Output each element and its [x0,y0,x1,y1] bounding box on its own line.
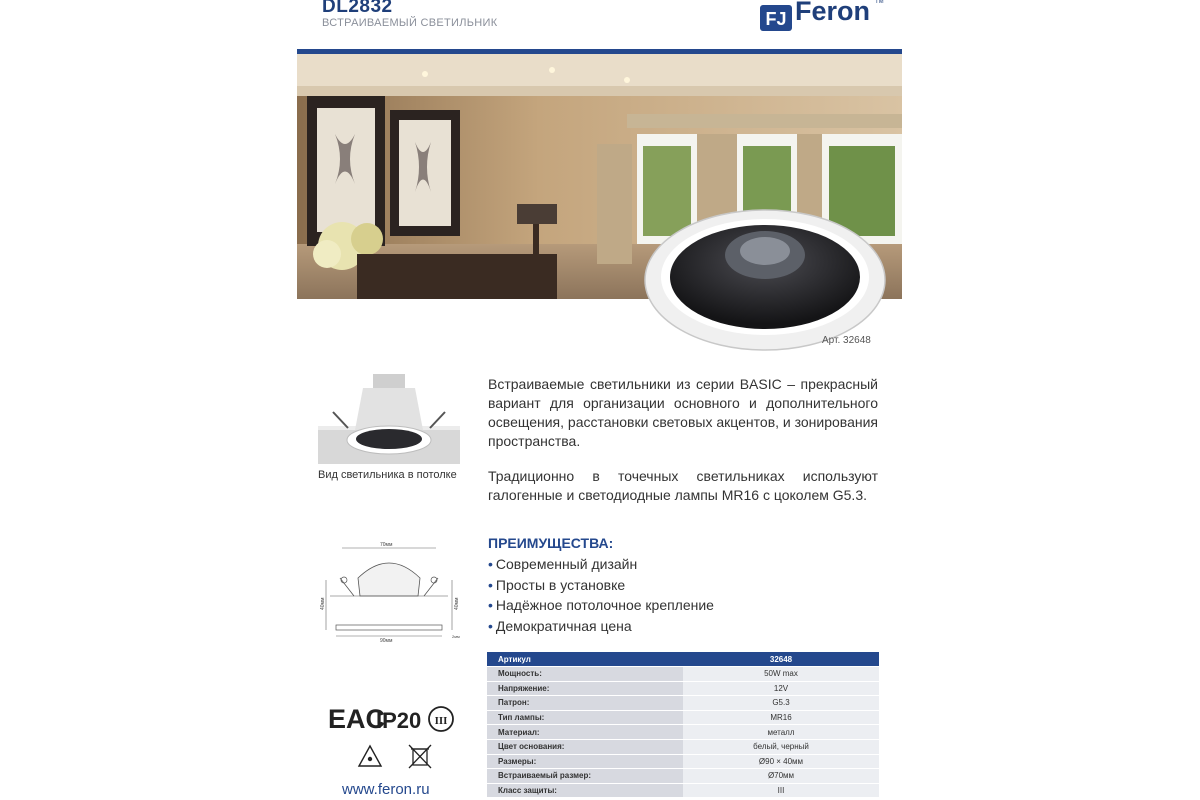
ceiling-view-image [318,372,460,464]
bullet-icon: • [488,556,493,572]
specs-row: Тип лампы: MR16 [487,710,879,725]
product-subtitle: ВСТРАИВАЕМЫЙ СВЕТИЛЬНИК [322,17,498,29]
specs-row: Встраиваемый размер: Ø70мм [487,769,879,784]
specs-header-row [487,652,879,667]
specs-table [487,652,879,798]
specs-row: Материал: металл [487,725,879,740]
crossed-bin-icon [409,745,431,768]
svg-text:FJ: FJ [765,9,787,29]
svg-text:40мм: 40мм [454,597,460,610]
specs-header-key: Артикул [487,652,683,667]
article-label: Арт. 32648 [822,335,871,346]
technical-drawing [318,538,460,643]
advantage-item: • Просты в установке [488,576,626,593]
downlight-product-photo [640,205,890,355]
trademark-mark: TM [875,0,884,5]
brand-name: Feron [795,0,871,26]
advantage-item: • Надёжное потолочное крепление [488,597,714,613]
specs-row: Цвет основания: белый, черный [487,739,879,754]
bullet-icon: • [488,617,493,634]
ceiling-view-caption: Вид светильника в потолке [318,469,457,481]
specs-row: Класс защиты: III [487,783,879,798]
specs-row: Размеры: Ø90 × 40мм [487,754,879,769]
description-paragraph-1: Встраиваемые светильники из серии BASIC – прекрасный вариант для организации основного и дополнительного освещения, расстановки световых акцентов, и зонирования пространства. [488,376,878,449]
ip-rating: IP20 [376,708,422,733]
svg-text:70мм: 70мм [380,542,393,548]
description-paragraph-2: Традиционно в точечных светильниках используют галогенные и светодиодные лампы MR16 с цоколем G5.3. [488,468,878,503]
advantage-item: • Демократичная цена [488,617,632,634]
warning-triangle-icon [359,746,381,766]
specs-header-value: 32648 [683,652,879,667]
specs-row: Напряжение: 12V [487,681,879,696]
eac-mark: EAC [328,704,386,734]
advantage-item: • Современный дизайн [488,556,638,572]
bullet-icon: • [488,597,493,613]
specs-row: Мощность: 50W max [487,667,879,682]
svg-text:40мм: 40мм [320,597,326,610]
svg-text:III: III [434,715,448,727]
certification-marks [328,700,458,736]
advantages-list [488,554,714,636]
svg-text:90мм: 90мм [380,638,393,643]
bullet-icon: • [488,576,493,593]
svg-text:2мм: 2мм [452,634,460,639]
safety-icons [355,740,445,770]
model-number: DL2832 [322,0,393,17]
website-link[interactable]: www.feron.ru [342,781,430,798]
advantages-title: ПРЕИМУЩЕСТВА: [488,535,614,551]
specs-row: Патрон: G5.3 [487,696,879,711]
